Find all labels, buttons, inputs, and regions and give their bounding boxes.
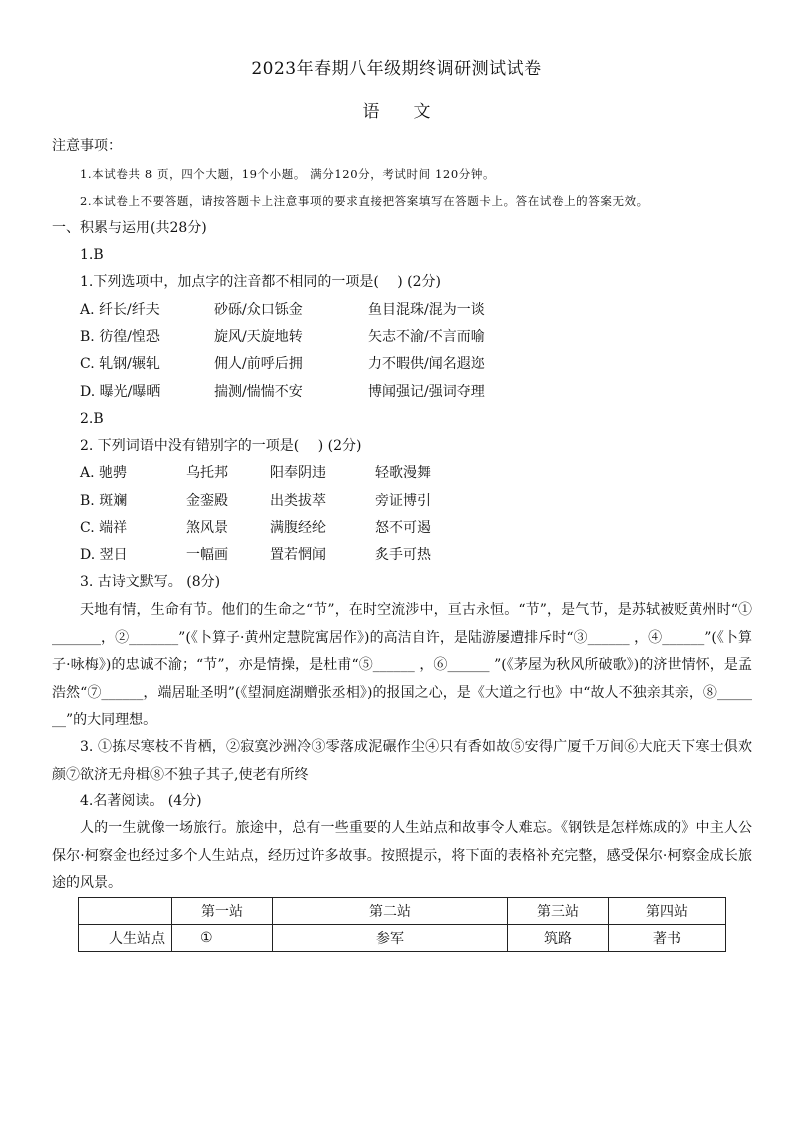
table-cell: ①	[172, 925, 273, 952]
q1-option-c-label: C. 轧钢/辗轧	[80, 356, 160, 372]
q1-option-d-label: D. 曝光/曝晒	[80, 384, 161, 400]
q2-option-d-label: D. 翌日	[80, 547, 128, 563]
table-header-row	[79, 898, 726, 925]
q1-option-a-c2: 砂砾/众口铄金	[214, 302, 303, 318]
q1-option-a-c3: 鱼目混珠/混为一谈	[368, 302, 485, 318]
q2-option-c-c4: 怒不可遏	[375, 520, 431, 536]
table-cell: 著书	[609, 925, 726, 952]
q2-option-b-c4: 旁证博引	[375, 493, 431, 509]
q1-option-a-label: A. 纤长/纤夫	[80, 302, 160, 318]
q1-option-b-c3: 矢志不渝/不言而喻	[368, 329, 485, 345]
q1-option-c-c2: 佣人/前呼后拥	[214, 356, 303, 372]
table-header-cell: 第四站	[609, 898, 726, 925]
notes-heading: 注意事项：	[52, 138, 122, 154]
q1-option-d-c3: 博闻强记/强词夺理	[368, 384, 485, 400]
q2-option-a-c2: 乌托邦	[186, 465, 228, 481]
q4-question: 4.名著阅读。 (4分)	[80, 793, 202, 809]
q2-option-d-c3: 置若惘闻	[270, 547, 326, 563]
q4-passage: 人的一生就像一场旅行。旅途中，总有一些重要的人生站点和故事令人难忘。《钢铁是怎样炼成的》中主人公保尔·柯察金也经过多个人生站点，经历过许多故事。按照提示，将下面的表格补充完整，感受保尔·柯察金成长旅途的风景。	[52, 820, 752, 891]
q1-option-d-c2: 揣测/惴惴不安	[214, 384, 303, 400]
q2-option-c-c2: 煞风景	[186, 520, 228, 536]
q2-option-b-c2: 金銮殿	[186, 493, 228, 509]
q2-option-a-c4: 轻歌漫舞	[375, 465, 431, 481]
q2-option-d-c4: 炙手可热	[375, 547, 431, 563]
q1-answer: 1.B	[80, 247, 104, 263]
notes-item-2: 2.本试卷上不要答题，请按答题卡上注意事项的要求直接把答案填写在答题卡上。答在试卷上的答案无效。	[80, 194, 649, 208]
q2-option-c-label: C. 端祥	[80, 520, 128, 536]
q3-question: 3. 古诗文默写。 (8分)	[80, 574, 221, 590]
table-cell: 参军	[273, 925, 508, 952]
table-header-cell: 第二站	[273, 898, 508, 925]
q2-question: 2. 下列词语中没有错别字的一项是( ) (2分)	[80, 438, 362, 454]
q2-option-b-c3: 出类拔萃	[270, 493, 326, 509]
q2-option-b-label: B. 斑斓	[80, 493, 128, 509]
q1-option-b-c2: 旋风/天旋地转	[214, 329, 303, 345]
table-row-label: 人生站点	[79, 925, 172, 952]
page-title: 2023年春期八年级期终调研测试试卷	[251, 59, 542, 79]
notes-item-1: 1.本试卷共 8 页，四个大题，19个小题。 满分120分，考试时间 120分钟。	[80, 167, 496, 181]
q2-option-a-c3: 阳奉阴违	[270, 465, 326, 481]
q2-option-a-label: A. 驰骋	[80, 465, 128, 481]
q2-answer: 2.B	[80, 411, 104, 427]
section-heading: 一、积累与运用(共28分)	[52, 220, 207, 236]
q3-passage: 天地有情，生命有节。他们的生命之“节”，在时空流涉中，亘古永恒。“节”，是气节，是苏轼被贬黄州时“①_______，②_______”(《卜算子·黄州定慧院寓居作》)的高洁自许，是陆游屡遭排斥时“③______ ，④______”(《卜算子·咏梅》)的忠诚不渝；“节”，亦是情操，是杜甫“⑤______ ，⑥______ ”(《茅屋为秋风所破歌》)的济世情怀，是孟浩然“⑦______，端居耻圣明”(《望洞庭湖赠张丞相》)的报国之心，是《大道之行也》中“故人不独亲其亲，⑧_______”的大同理想。	[52, 602, 752, 728]
q2-option-c-c3: 满腹经纶	[270, 520, 326, 536]
q1-option-c-c3: 力不暇供/闻名遐迩	[368, 356, 485, 372]
q2-option-d-c2: 一幅画	[186, 547, 228, 563]
subject-title: 语文	[362, 102, 465, 122]
stations-table	[78, 897, 726, 952]
table-cell: 筑路	[508, 925, 609, 952]
q1-option-b-label: B. 彷徨/惶恐	[80, 329, 160, 345]
table-row	[79, 925, 726, 952]
q1-question: 1.下列选项中，加点字的注音都不相同的一项是( ) (2分)	[80, 274, 442, 290]
q3-answer: 3. ①拣尽寒枝不肯栖，②寂寞沙洲冷③零落成泥碾作尘④只有香如故⑤安得广厦千万间⑥大庇天下寒士俱欢颜⑦欲济无舟楫⑧不独子其子,使老有所终	[52, 739, 752, 783]
table-header-cell: 第一站	[172, 898, 273, 925]
table-header-cell	[79, 898, 172, 925]
table-header-cell: 第三站	[508, 898, 609, 925]
